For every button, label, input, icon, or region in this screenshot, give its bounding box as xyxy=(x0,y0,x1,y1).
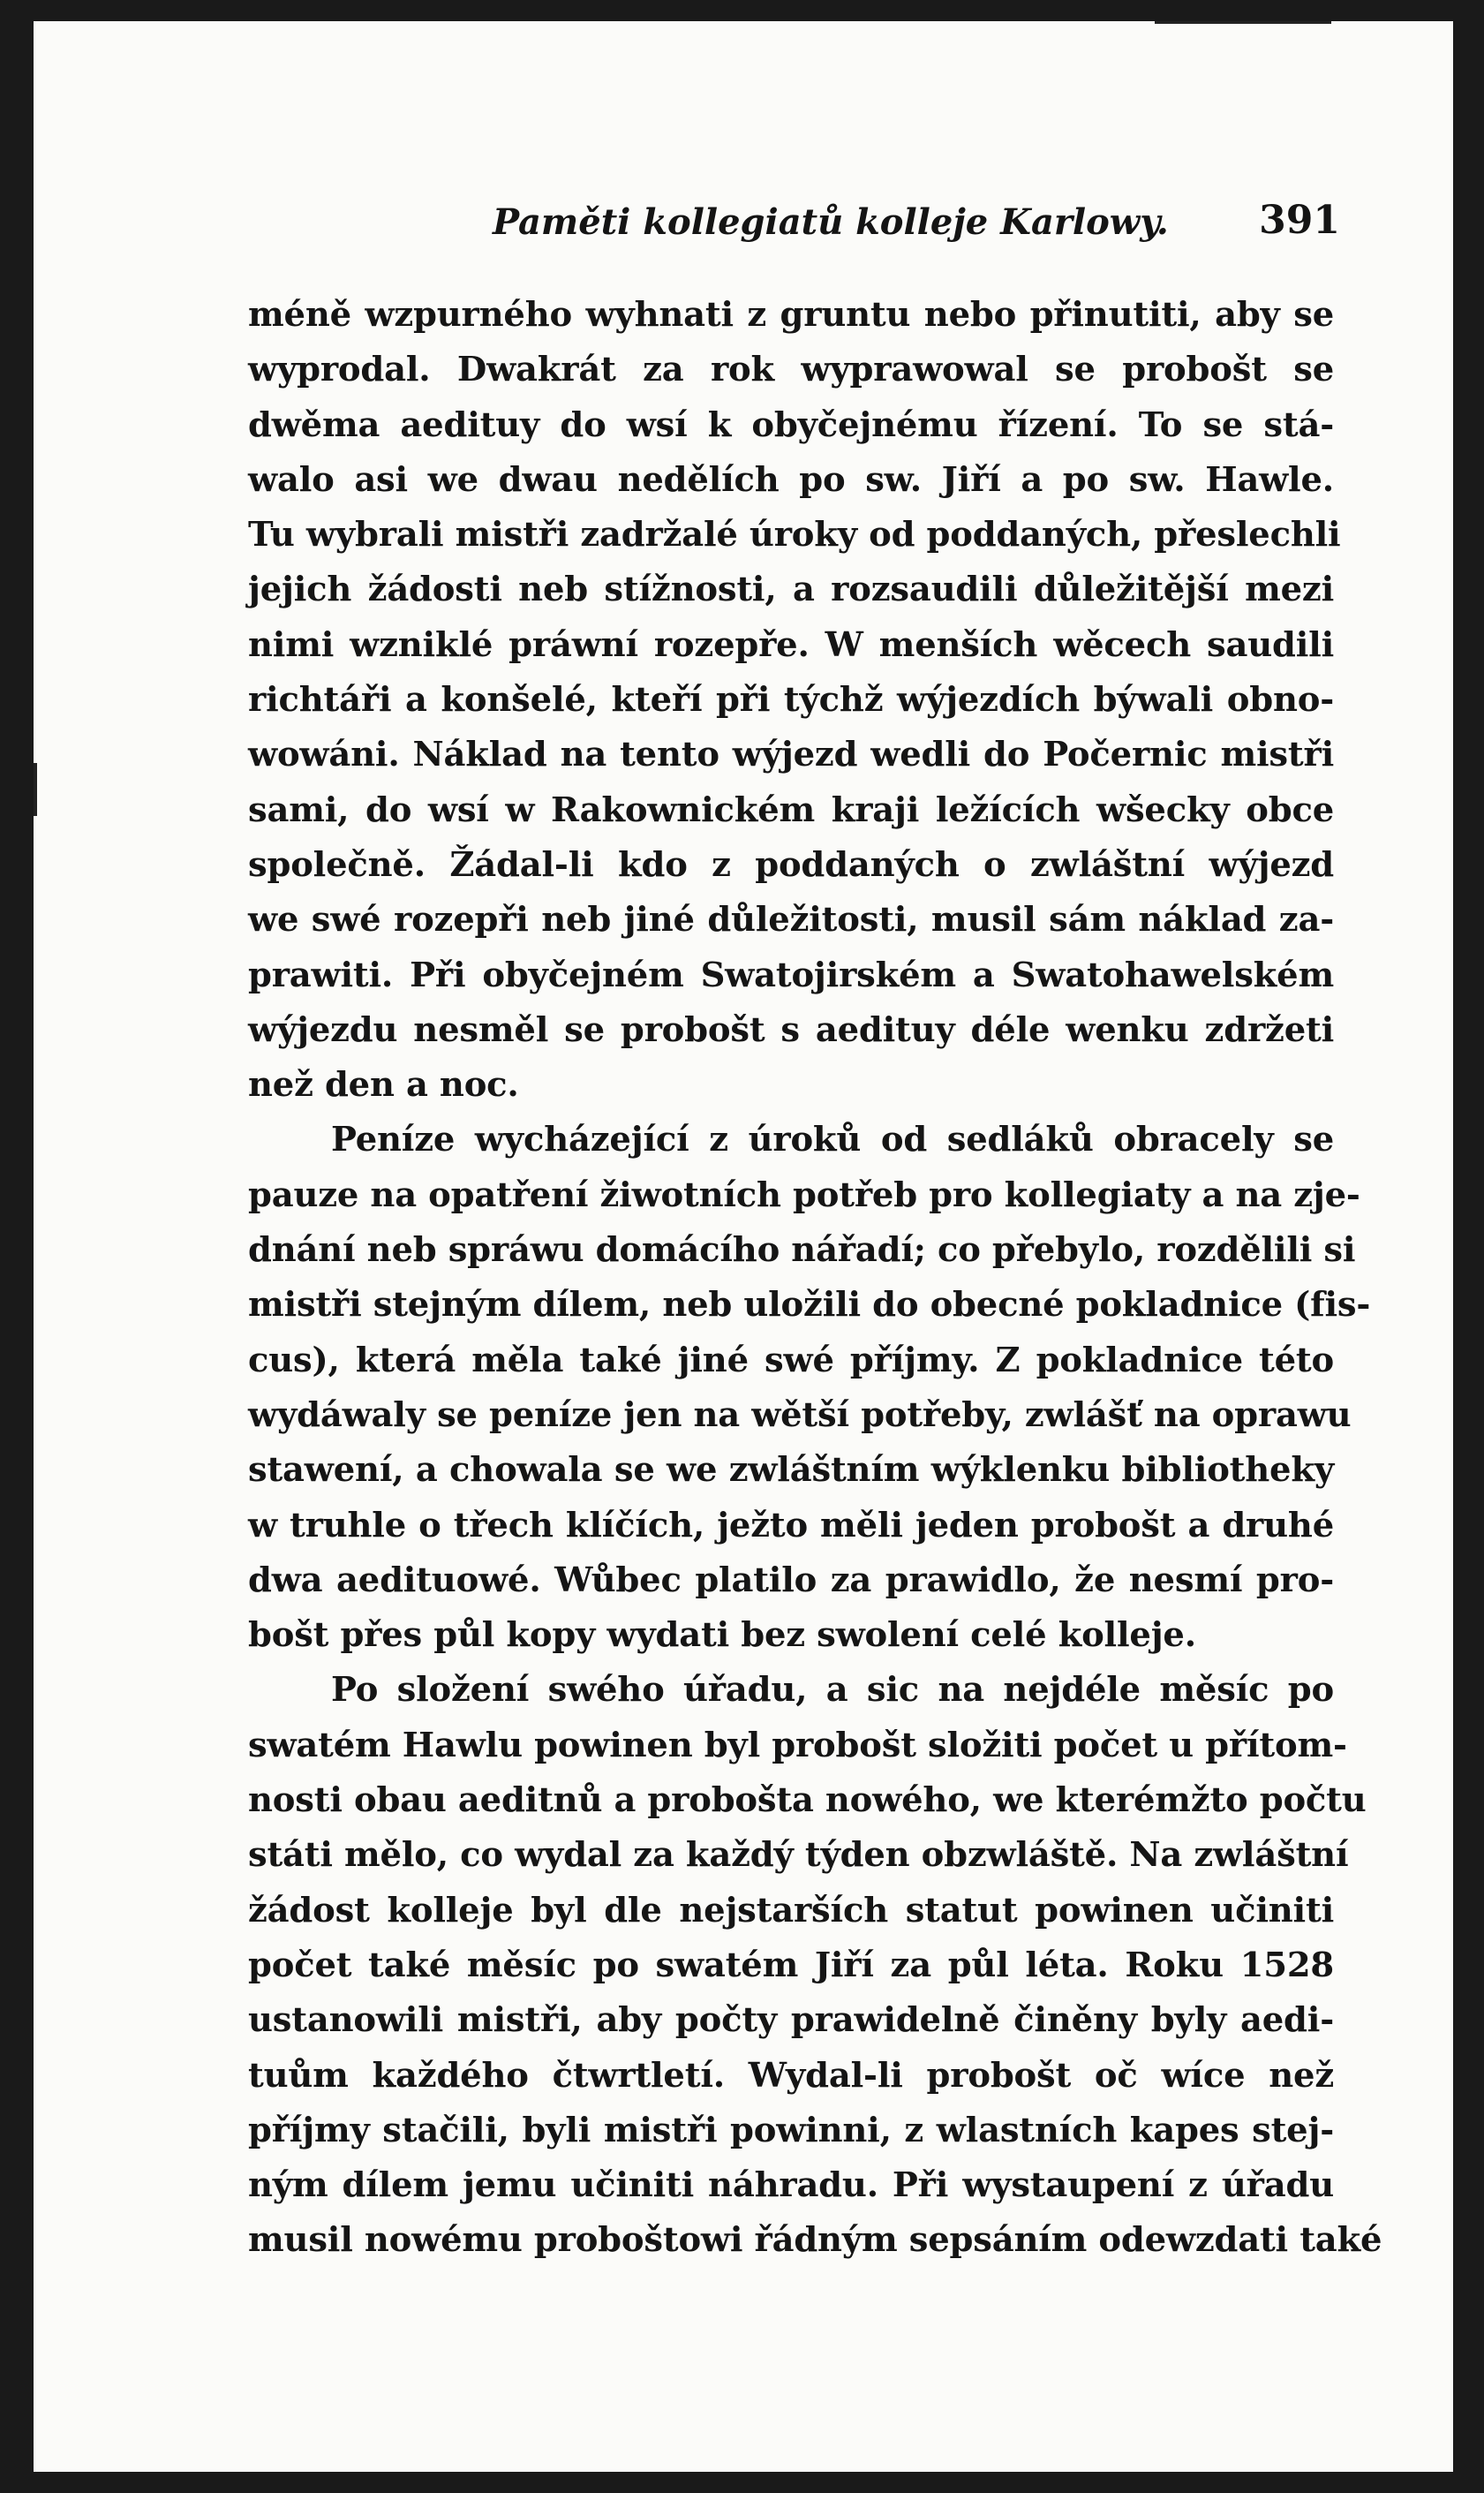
text-line: mistři stejným dílem, neb uložili do obecné pokladnice (fis- xyxy=(248,1285,1371,1326)
text-line: nimi wzniklé práwní rozepře. W menších wěcech saudili xyxy=(248,624,1334,665)
scan-edge-mark xyxy=(34,763,37,816)
text-line: w truhle o třech klíčích, ježto měli jeden probošt a druhé xyxy=(248,1505,1334,1545)
body-text xyxy=(248,288,1382,2269)
page-number: 391 xyxy=(1259,198,1340,243)
text-line: příjmy stačili, byli mistři powinni, z wlastních kapes stej- xyxy=(248,2110,1334,2150)
text-line: ustanowili mistři, aby počty prawidelně činěny byly aedi- xyxy=(248,2000,1334,2041)
text-line: Po složení swého úřadu, a sic na nejdéle měsíc po xyxy=(331,1670,1334,1711)
text-line: společně. Žádal-li kdo z poddaných o zwláštní wýjezd xyxy=(248,844,1334,885)
text-line: dwa aedituowé. Wůbec platilo za prawidlo, že nesmí pro- xyxy=(248,1560,1334,1600)
text-line: wyprodal. Dwakrát za rok wyprawowal se probošt se xyxy=(248,350,1334,390)
text-line: než den a noc. xyxy=(248,1065,519,1106)
text-line: počet také měsíc po swatém Jiří za půl léta. Roku 1528 xyxy=(248,1945,1334,1985)
text-line: musil nowému proboštowi řádným sepsáním odewzdati také xyxy=(248,2220,1382,2261)
text-line: we swé rozepři neb jiné důležitosti, musil sám náklad za- xyxy=(248,900,1334,941)
text-line: sami, do wsí w Rakownickém kraji ležících wšecky obce xyxy=(248,789,1334,830)
scan-edge-mark xyxy=(1155,21,1331,24)
text-line: tuům každého čtwrtletí. Wydal-li probošt oč wíce než xyxy=(248,2055,1334,2096)
text-line: wydáwaly se peníze jen na wětší potřeby, zwlášť na oprawu xyxy=(248,1394,1352,1435)
page-header xyxy=(245,196,1340,258)
text-line: dwěma aedituy do wsí k obyčejnému řízení. To se stá- xyxy=(248,404,1334,445)
text-line: stawení, a chowala se we zwláštním wýklenku bibliotheky xyxy=(248,1450,1334,1491)
text-line: méně wzpurného wyhnati z gruntu nebo přinutiti, aby se xyxy=(248,295,1334,335)
text-line: walo asi we dwau nedělích po sw. Jiří a po sw. Hawle. xyxy=(248,459,1334,500)
text-line: richtáři a konšelé, kteří při týchž wýjezdích býwali obno- xyxy=(248,680,1334,721)
text-line: swatém Hawlu powinen byl probošt složiti počet u přítom- xyxy=(248,1725,1347,1765)
text-line: dnání neb spráwu domácího nářadí; co přebylo, rozdělili si xyxy=(248,1230,1356,1271)
text-line: wýjezdu nesměl se probošt s aedituy déle wenku zdržeti xyxy=(248,1009,1334,1050)
paragraph xyxy=(248,288,1341,1113)
text-line: Tu wybrali mistři zadržalé úroky od poddaných, přeslechli xyxy=(248,515,1341,555)
text-line: ným dílem jemu učiniti náhradu. Při wystaupení z úřadu xyxy=(248,2165,1334,2206)
paragraph xyxy=(248,1113,1371,1663)
book-page xyxy=(34,21,1453,2472)
text-line: cus), která měla také jiné swé příjmy. Z pokladnice této xyxy=(248,1340,1334,1380)
running-title: Paměti kollegiatů kolleje Karlowy. xyxy=(493,201,1169,243)
text-line: žádost kolleje byl dle nejstarších statut powinen učiniti xyxy=(248,1890,1334,1930)
text-line: státi mělo, co wydal za každý týden obzwláště. Na zwláštní xyxy=(248,1835,1349,1876)
paragraph xyxy=(248,1663,1382,2268)
text-line: pauze na opatření žiwotních potřeb pro kollegiaty a na zje- xyxy=(248,1175,1360,1215)
text-line: nosti obau aeditnů a probošta nowého, we kterémžto počtu xyxy=(248,1780,1367,1821)
text-line: Peníze wycházející z úroků od sedláků obracely se xyxy=(331,1120,1334,1160)
text-line: prawiti. Při obyčejném Swatojirském a Swatohawelském xyxy=(248,955,1334,995)
text-line: jejich žádosti neb stížnosti, a rozsaudili důležitější mezi xyxy=(248,570,1334,610)
text-line: wowáni. Náklad na tento wýjezd wedli do Počernic mistři xyxy=(248,735,1334,775)
text-line: bošt přes půl kopy wydati bez swolení celé kolleje. xyxy=(248,1615,1196,1656)
